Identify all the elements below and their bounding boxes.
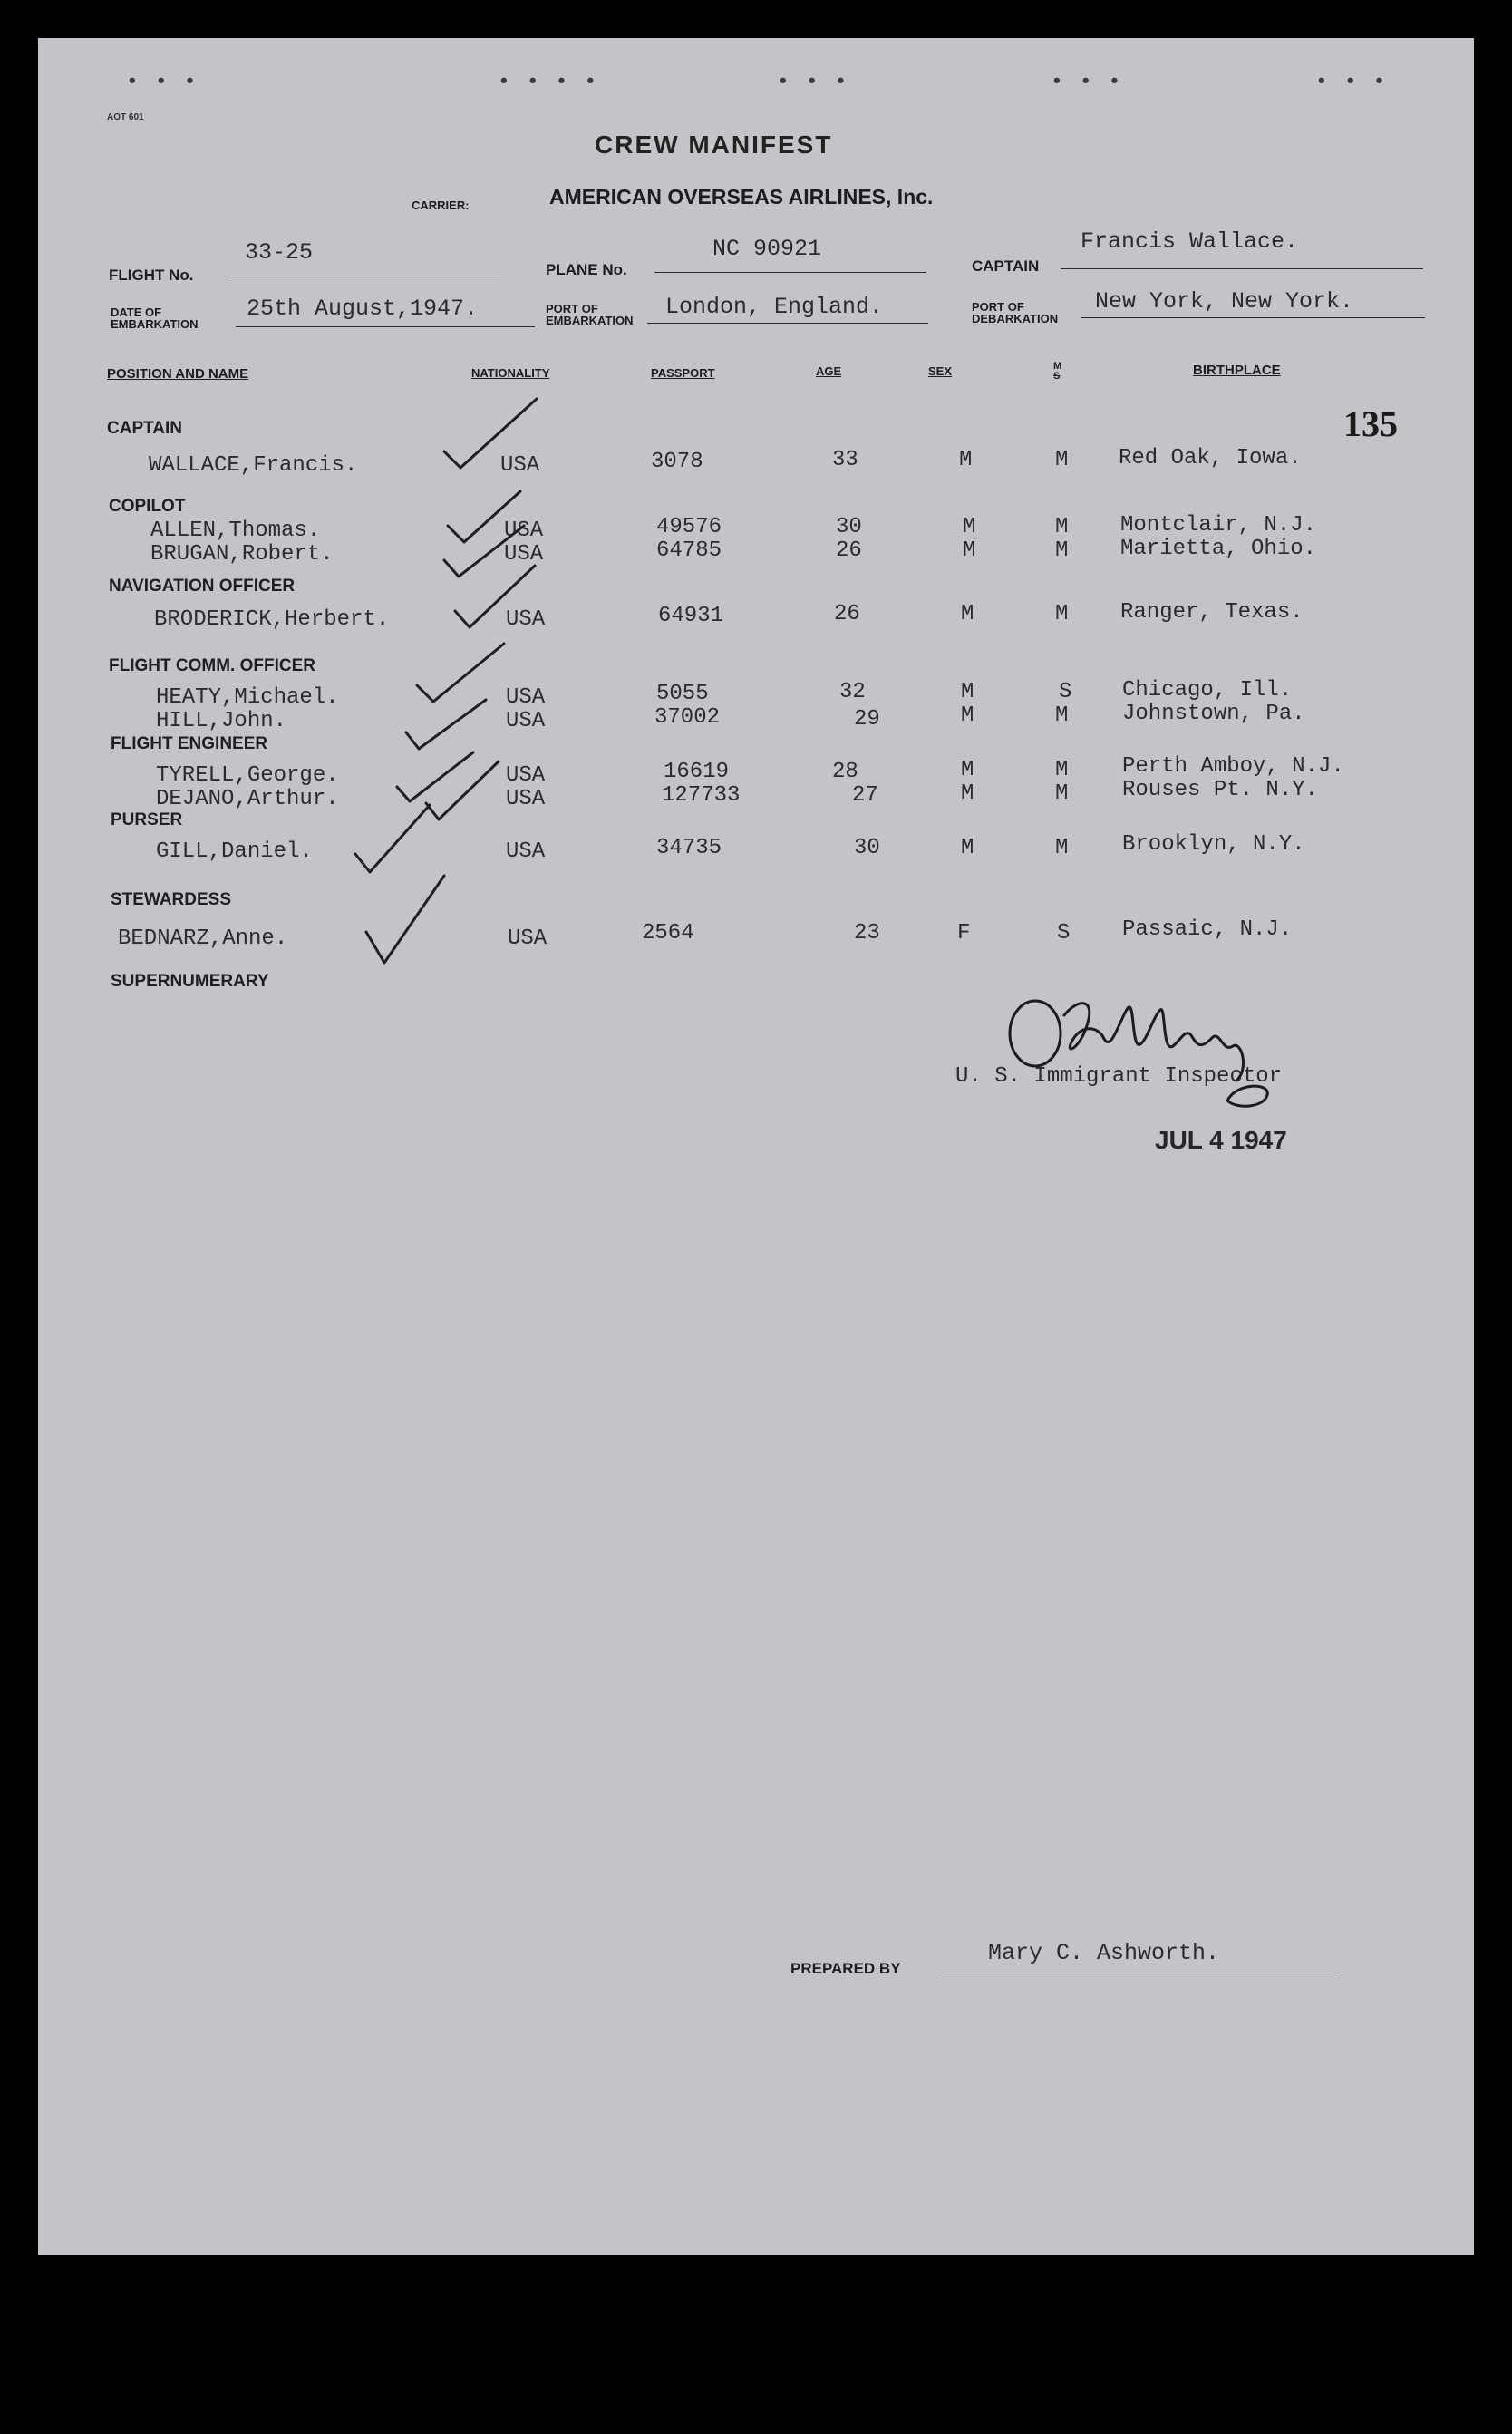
check-mark-icon bbox=[348, 798, 448, 879]
crew-passport: 34735 bbox=[656, 836, 722, 860]
col-marital bbox=[1053, 362, 1061, 382]
port-debark-underline bbox=[1081, 317, 1425, 318]
crew-marital: M bbox=[1055, 703, 1069, 728]
crew-name: GILL,Daniel. bbox=[156, 839, 313, 864]
crew-name: ALLEN,Thomas. bbox=[150, 519, 321, 543]
captain-label: CAPTAIN bbox=[972, 257, 1040, 275]
crew-passport: 64931 bbox=[658, 604, 724, 628]
crew-nationality: USA bbox=[506, 787, 546, 811]
crew-sex: M bbox=[961, 758, 974, 782]
plane-underline bbox=[654, 272, 926, 273]
crew-nationality: USA bbox=[506, 763, 546, 788]
inspector-date-stamp: JUL 4 1947 bbox=[1155, 1126, 1287, 1154]
crew-passport: 37002 bbox=[654, 705, 721, 730]
crew-marital: M bbox=[1055, 448, 1069, 472]
port-debark-value: New York, New York. bbox=[1095, 288, 1354, 315]
crew-name: DEJANO,Arthur. bbox=[156, 787, 339, 811]
section-captain: CAPTAIN bbox=[107, 419, 183, 438]
crew-passport: 49576 bbox=[656, 515, 722, 539]
crew-marital: M bbox=[1055, 758, 1069, 782]
crew-sex: M bbox=[963, 515, 976, 539]
crew-passport: 64785 bbox=[656, 538, 722, 563]
crew-birthplace: Passaic, N.J. bbox=[1122, 917, 1293, 942]
flight-label: FLIGHT No. bbox=[109, 267, 194, 284]
crew-sex: F bbox=[957, 921, 971, 945]
section-navigation-officer: NAVIGATION OFFICER bbox=[109, 577, 296, 596]
crew-age: 33 bbox=[832, 448, 858, 472]
crew-marital: M bbox=[1055, 602, 1069, 626]
crew-sex: M bbox=[961, 680, 974, 704]
crew-age: 26 bbox=[836, 538, 862, 563]
crew-nationality: USA bbox=[508, 926, 548, 951]
crew-nationality: USA bbox=[506, 709, 546, 733]
section-purser: PURSER bbox=[111, 810, 183, 829]
crew-name: BEDNARZ,Anne. bbox=[118, 926, 288, 951]
document-title: CREW MANIFEST bbox=[595, 131, 833, 159]
plane-label: PLANE No. bbox=[546, 261, 627, 278]
crew-age: 30 bbox=[854, 836, 880, 860]
col-birthplace: BIRTHPLACE bbox=[1193, 363, 1281, 378]
check-mark-icon bbox=[448, 560, 557, 633]
crew-age: 30 bbox=[836, 515, 862, 539]
crew-birthplace: Perth Amboy, N.J. bbox=[1122, 754, 1344, 779]
decorative-dots: • • • bbox=[1318, 69, 1391, 92]
crew-sex: M bbox=[963, 538, 976, 563]
crew-name: HILL,John. bbox=[156, 709, 287, 733]
crew-name: TYRELL,George. bbox=[156, 763, 339, 788]
crew-birthplace: Johnstown, Pa. bbox=[1122, 702, 1305, 726]
inspector-title: U. S. Immigrant Inspector bbox=[955, 1064, 1283, 1089]
crew-birthplace: Rouses Pt. N.Y. bbox=[1122, 778, 1319, 802]
crew-name: WALLACE,Francis. bbox=[149, 453, 358, 478]
crew-age: 28 bbox=[832, 760, 858, 784]
crew-marital: M bbox=[1055, 538, 1069, 563]
crew-passport: 2564 bbox=[642, 921, 694, 945]
captain-underline bbox=[1061, 268, 1423, 269]
col-marital-s: S bbox=[1053, 371, 1061, 382]
crew-nationality: USA bbox=[506, 839, 546, 864]
crew-sex: M bbox=[959, 448, 973, 472]
section-supernumerary: SUPERNUMERARY bbox=[111, 972, 269, 991]
crew-name: HEATY,Michael. bbox=[156, 685, 339, 710]
crew-birthplace: Brooklyn, N.Y. bbox=[1122, 832, 1305, 857]
crew-marital: M bbox=[1055, 781, 1069, 806]
port-embark-underline bbox=[647, 323, 928, 324]
check-mark-icon bbox=[437, 392, 564, 473]
crew-marital: S bbox=[1059, 680, 1072, 704]
crew-sex: M bbox=[961, 836, 974, 860]
prepared-by-value: Mary C. Ashworth. bbox=[988, 1940, 1220, 1966]
crew-age: 32 bbox=[839, 680, 866, 704]
crew-sex: M bbox=[961, 602, 974, 626]
crew-marital: M bbox=[1055, 836, 1069, 860]
page-number: 135 bbox=[1343, 403, 1398, 444]
crew-passport: 3078 bbox=[651, 450, 703, 474]
col-passport: PASSPORT bbox=[651, 366, 715, 380]
section-copilot: COPILOT bbox=[109, 497, 186, 516]
section-flight-comm-officer: FLIGHT COMM. OFFICER bbox=[109, 656, 315, 675]
decorative-dots: • • • bbox=[1053, 69, 1127, 92]
section-flight-engineer: FLIGHT ENGINEER bbox=[111, 734, 268, 753]
port-embark-label-line2: EMBARKATION bbox=[546, 314, 634, 327]
decorative-dots: • • • bbox=[780, 69, 853, 92]
col-sex: SEX bbox=[928, 364, 953, 378]
crew-passport: 5055 bbox=[656, 682, 709, 706]
crew-age: 29 bbox=[854, 707, 880, 732]
crew-name: BRODERICK,Herbert. bbox=[154, 607, 390, 632]
date-underline bbox=[236, 326, 535, 327]
carrier-label: CARRIER: bbox=[412, 199, 470, 212]
date-label-line1: DATE OF bbox=[111, 305, 162, 319]
port-debark-label-line1: PORT OF bbox=[972, 300, 1024, 314]
plane-value: NC 90921 bbox=[712, 236, 822, 262]
port-debark-label-line2: DEBARKATION bbox=[972, 312, 1059, 325]
flight-value: 33-25 bbox=[245, 239, 314, 266]
crew-passport: 16619 bbox=[664, 760, 730, 784]
port-embark-value: London, England. bbox=[665, 294, 884, 320]
crew-nationality: USA bbox=[506, 685, 546, 710]
port-embark-label-line1: PORT OF bbox=[546, 302, 598, 315]
crew-name: BRUGAN,Robert. bbox=[150, 542, 334, 567]
crew-birthplace: Montclair, N.J. bbox=[1120, 513, 1317, 538]
crew-nationality: USA bbox=[500, 453, 540, 478]
crew-age: 26 bbox=[834, 602, 860, 626]
crew-marital: M bbox=[1055, 515, 1069, 539]
crew-birthplace: Marietta, Ohio. bbox=[1120, 537, 1317, 561]
crew-marital: S bbox=[1057, 921, 1071, 945]
col-age: AGE bbox=[816, 364, 842, 378]
decorative-dots: • • • • bbox=[500, 69, 603, 92]
manifest-sheet bbox=[38, 38, 1474, 2255]
crew-nationality: USA bbox=[504, 542, 544, 567]
crew-birthplace: Chicago, Ill. bbox=[1122, 678, 1293, 703]
crew-age: 23 bbox=[854, 921, 880, 945]
check-mark-icon bbox=[357, 868, 466, 968]
form-code: AOT 601 bbox=[107, 112, 144, 122]
crew-passport: 127733 bbox=[662, 783, 741, 808]
crew-nationality: USA bbox=[506, 607, 546, 632]
prepared-by-label: PREPARED BY bbox=[790, 1960, 901, 1977]
crew-sex: M bbox=[961, 781, 974, 806]
col-nationality: NATIONALITY bbox=[471, 366, 550, 380]
date-label-line2: EMBARKATION bbox=[111, 317, 199, 331]
col-marital-m: M bbox=[1053, 361, 1062, 372]
crew-birthplace: Ranger, Texas. bbox=[1120, 600, 1304, 625]
captain-value: Francis Wallace. bbox=[1081, 228, 1299, 255]
crew-sex: M bbox=[961, 703, 974, 728]
crew-nationality: USA bbox=[504, 519, 544, 543]
col-position-name: POSITION AND NAME bbox=[107, 366, 249, 382]
crew-age: 27 bbox=[852, 783, 878, 808]
crew-birthplace: Red Oak, Iowa. bbox=[1119, 446, 1302, 470]
date-value: 25th August,1947. bbox=[247, 296, 479, 322]
decorative-dots: • • • bbox=[129, 69, 202, 92]
carrier-value: AMERICAN OVERSEAS AIRLINES, Inc. bbox=[549, 185, 934, 208]
section-stewardess: STEWARDESS bbox=[111, 890, 232, 909]
